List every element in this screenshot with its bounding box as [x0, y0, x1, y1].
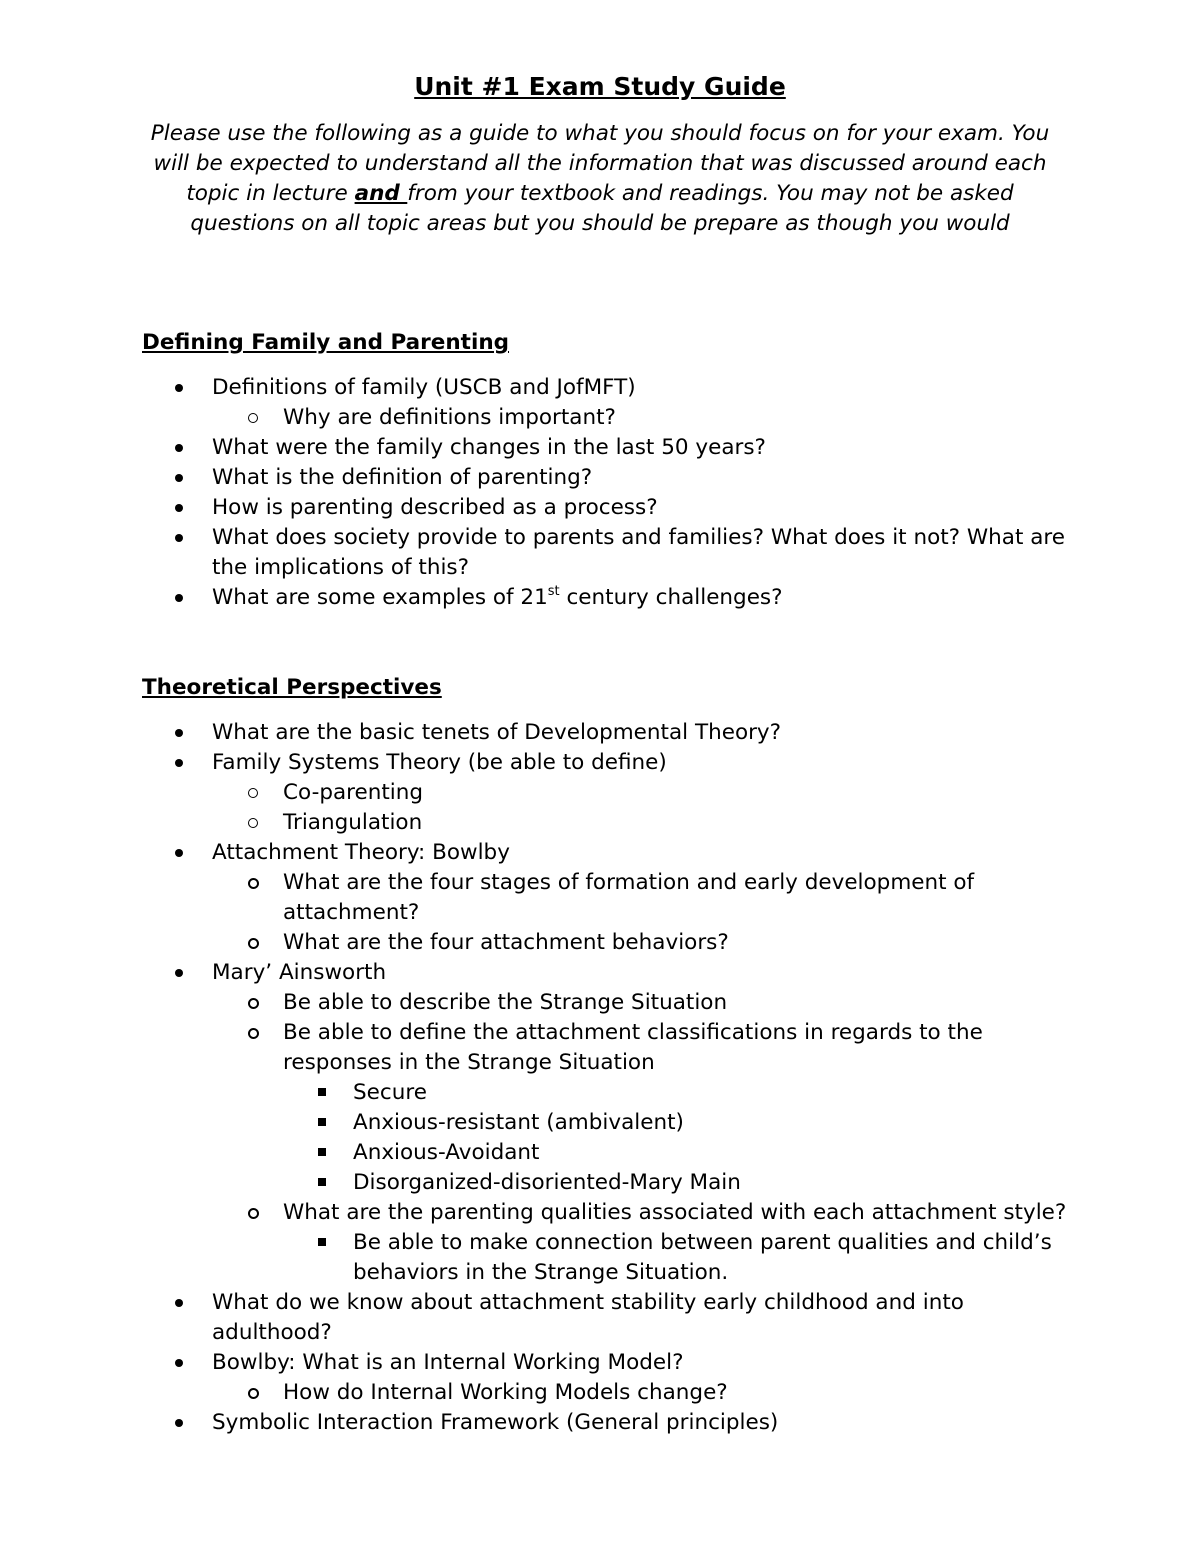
- bullet-icon: [175, 493, 183, 512]
- list-item: What are the parenting qualities associated with each attachment style?: [142, 1198, 1072, 1228]
- bullet-icon: [175, 718, 183, 737]
- list-item: How is parenting described as a process?: [142, 493, 1072, 523]
- superscript: st: [547, 584, 560, 599]
- list-item: What are the basic tenets of Developmental Theory?: [142, 718, 1072, 748]
- list-item: Symbolic Interaction Framework (General principles): [142, 1408, 1072, 1438]
- list-item: Be able to define the attachment classifications in regards to the responses in the Strange Situation: [142, 1018, 1072, 1078]
- circle-bullet-icon: [248, 1018, 259, 1039]
- circle-bullet-icon: [248, 1378, 259, 1399]
- bullet-icon: [175, 748, 183, 767]
- bullet-icon: [175, 1408, 183, 1427]
- circle-bullet-icon: [248, 928, 259, 949]
- list-item: Definitions of family (USCB and JofMFT): [142, 373, 1072, 403]
- bullet-icon: [175, 463, 183, 482]
- section-list-defining-family: [142, 373, 1072, 613]
- bullet-icon: [175, 1288, 183, 1307]
- circle-bullet-icon: [248, 403, 258, 423]
- bullet-icon: [175, 958, 183, 977]
- list-item: Disorganized-disoriented-Mary Main: [142, 1168, 1072, 1198]
- list-item: Secure: [142, 1078, 1072, 1108]
- list-item: Mary’ Ainsworth: [142, 958, 1072, 988]
- list-item: Anxious-Avoidant: [142, 1138, 1072, 1168]
- circle-bullet-icon: [248, 868, 259, 889]
- bullet-icon: [175, 1348, 183, 1367]
- list-item: What are the four attachment behaviors?: [142, 928, 1072, 958]
- bullet-icon: [175, 433, 183, 452]
- square-bullet-icon: [318, 1078, 326, 1096]
- list-item: What were the family changes in the last 50 years?: [142, 433, 1072, 463]
- list-item: What are the four stages of formation and early development of attachment?: [142, 868, 1072, 928]
- list-item: What are some examples of 21st century challenges?: [142, 583, 1072, 613]
- square-bullet-icon: [318, 1138, 326, 1156]
- bullet-icon: [175, 583, 183, 602]
- list-item: Triangulation: [142, 808, 1072, 838]
- circle-bullet-icon: [248, 988, 259, 1009]
- intro-text-part1: Please use the following as a guide to what you should focus on for your exam. You will be expected to understand all the information that was discussed around each topic in lecture: [150, 121, 1050, 206]
- list-item: What do we know about attachment stability early childhood and into adulthood?: [142, 1288, 1072, 1348]
- bullet-icon: [175, 838, 183, 857]
- square-bullet-icon: [318, 1108, 326, 1126]
- section-list-theoretical-perspectives: [142, 718, 1072, 1438]
- intro-paragraph: [140, 119, 1060, 239]
- list-item: How do Internal Working Models change?: [142, 1378, 1072, 1408]
- square-bullet-icon: [318, 1168, 326, 1186]
- list-item: Co-parenting: [142, 778, 1072, 808]
- list-item: Anxious-resistant (ambivalent): [142, 1108, 1072, 1138]
- list-item: Family Systems Theory (be able to define): [142, 748, 1072, 778]
- list-item: Be able to make connection between parent qualities and child’s behaviors in the Strange Situation.: [142, 1228, 1072, 1288]
- list-item: Why are definitions important?: [142, 403, 1072, 433]
- bullet-icon: [175, 523, 183, 542]
- document-title: Unit #1 Exam Study Guide: [414, 72, 786, 101]
- section-heading-defining-family: Defining Family and Parenting: [142, 330, 510, 355]
- circle-bullet-icon: [248, 1198, 259, 1219]
- square-bullet-icon: [318, 1228, 326, 1246]
- circle-bullet-icon: [248, 778, 258, 798]
- list-item: What does society provide to parents and families? What does it not? What are the implications of this?: [142, 523, 1072, 583]
- list-item: Attachment Theory: Bowlby: [142, 838, 1072, 868]
- intro-text-part2: from your textbook and readings. You may not be asked questions on all topic areas but you should be prepare as though you would: [190, 181, 1014, 236]
- circle-bullet-icon: [248, 808, 258, 828]
- list-item: Be able to describe the Strange Situation: [142, 988, 1072, 1018]
- section-heading-theoretical-perspectives: Theoretical Perspectives: [142, 675, 442, 700]
- bullet-icon: [175, 373, 183, 392]
- list-item: What is the definition of parenting?: [142, 463, 1072, 493]
- intro-emphasis: and: [354, 181, 408, 206]
- list-item: Bowlby: What is an Internal Working Model?: [142, 1348, 1072, 1378]
